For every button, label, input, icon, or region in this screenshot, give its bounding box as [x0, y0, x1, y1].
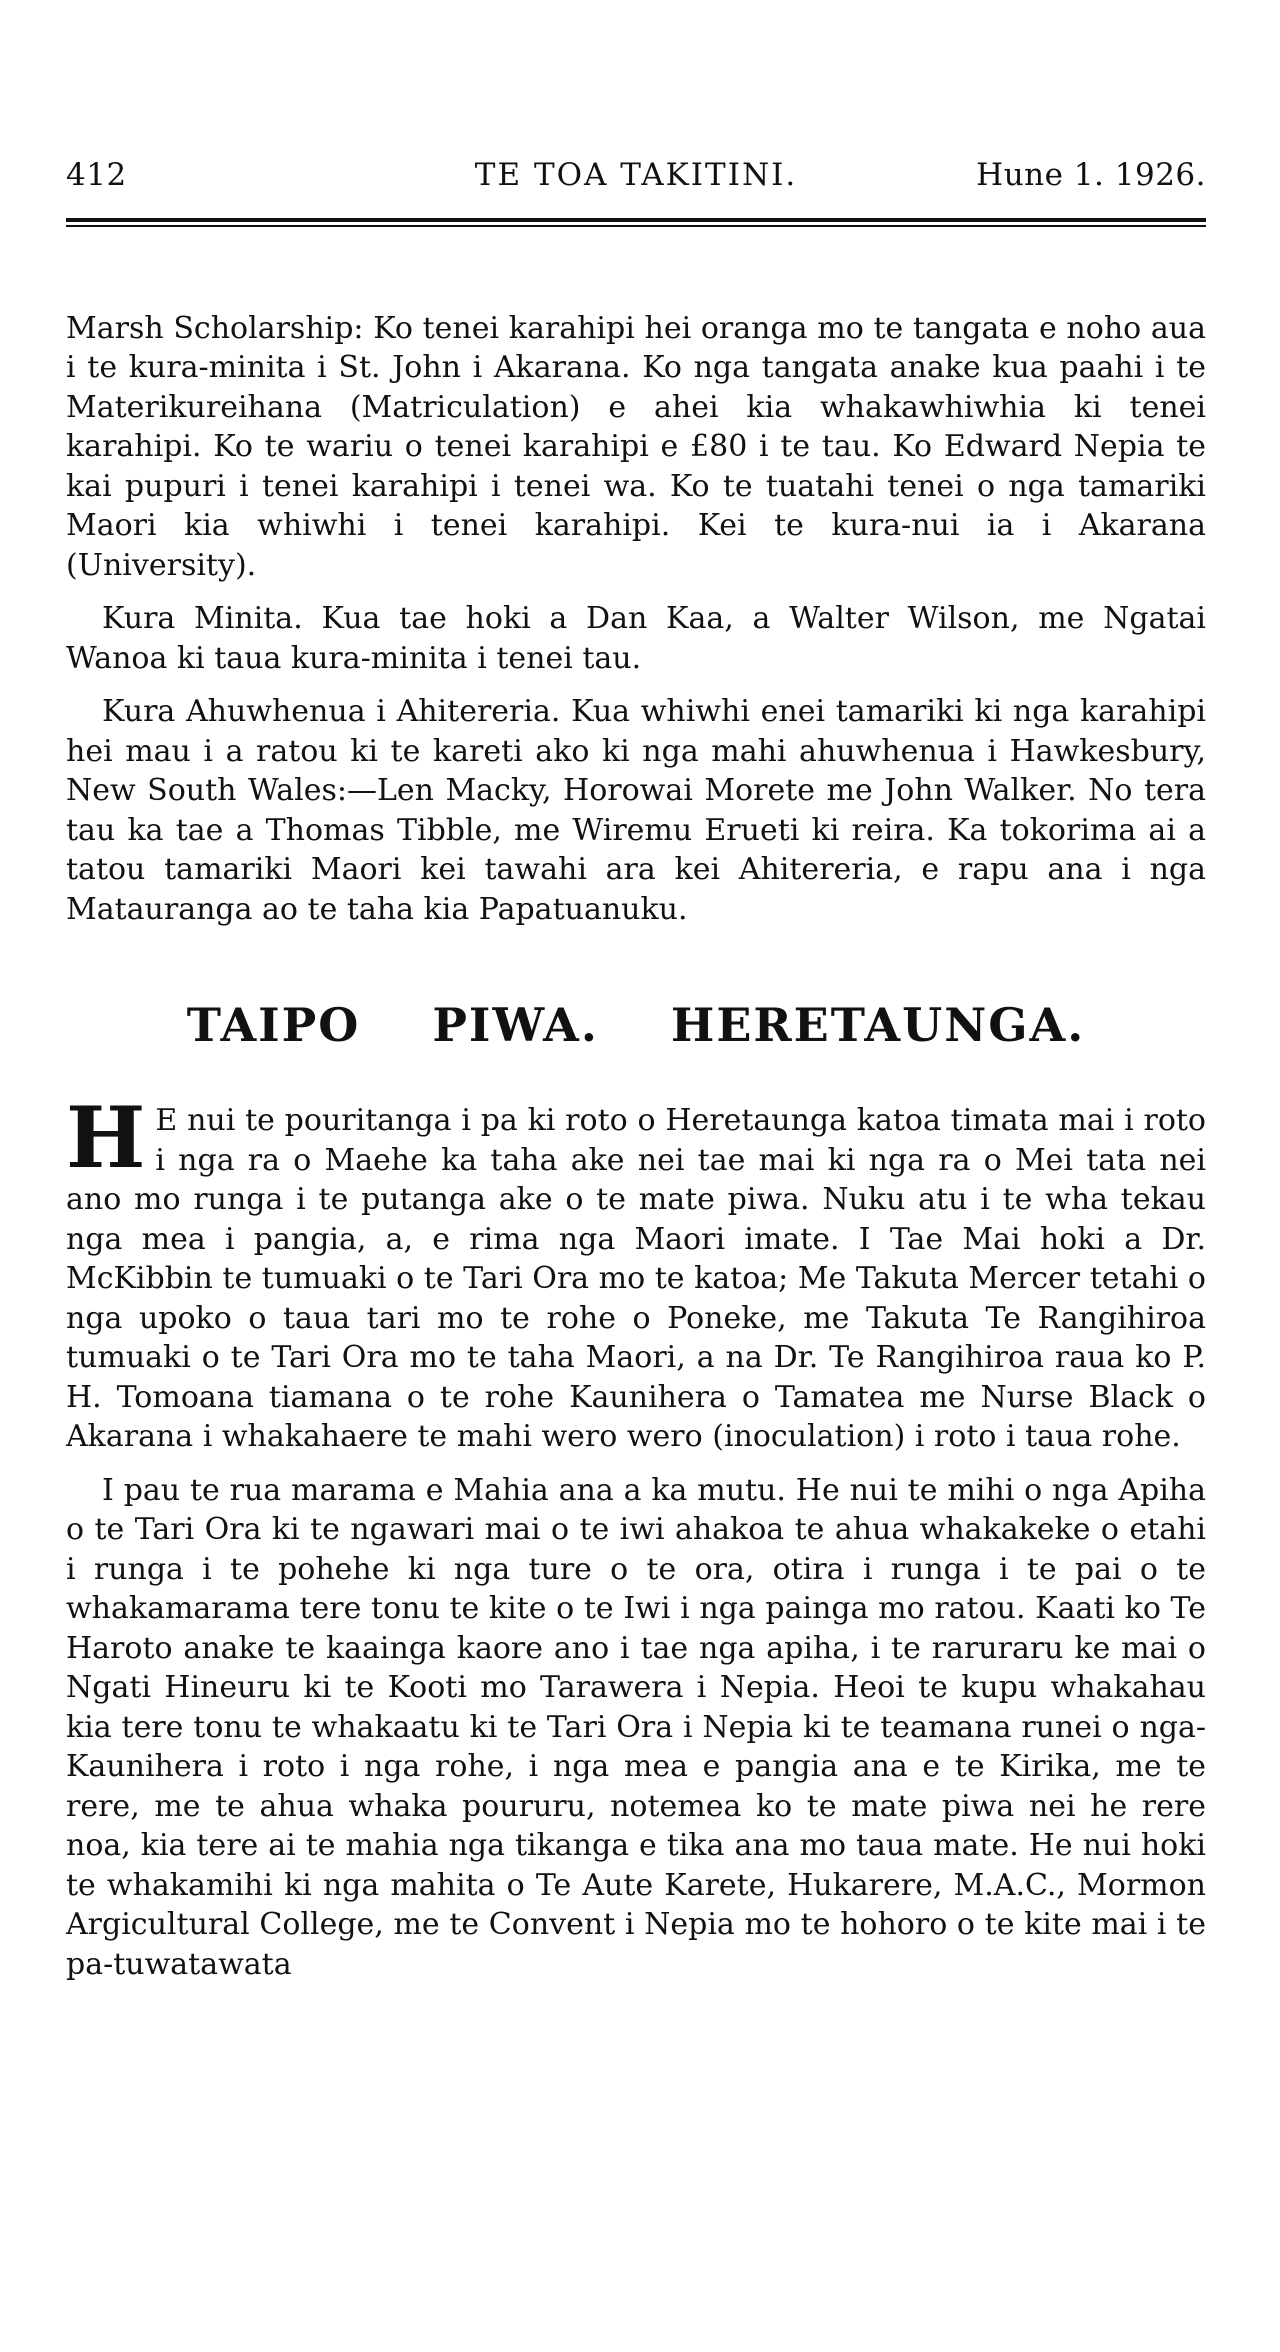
publication-title: TE TOA TAKITINI. [474, 157, 798, 193]
article-paragraph-1 [66, 1088, 1206, 1457]
paragraph-kura-ahuwhenua: Kura Ahuwhenua i Ahitereria. Kua whiwhi enei tamariki ki nga karahipi hei mau i a ratou ki te kareti ako ki nga mahi ahuwhenua i Hawkesbury, New South Wales:—Len Macky, Horowai Morete me John Walker. No tera tau ka tae a Thomas Tibble, me Wiremu Erueti ki reira. Ka tokorima ai a tatou tamariki Maori kei tawahi ara kei Ahitereria, e rapu ana i nga Matauranga ao te taha kia Papatuanuku. [66, 694, 1206, 927]
article-heading [66, 997, 1206, 1053]
article-paragraph-1-text: E nui te pouritanga i pa ki roto o Heretaunga katoa timata mai i roto i nga ra o Maehe ka taha ake nei tae mai ki nga ra o Mei tata nei ano mo runga i te putanga ake o te mate piwa. Nuku atu i te wha tekau nga mea i pangia, a, e rima nga Maori imate. I Tae Mai hoki a Dr. McKibbin te tumuaki o te Tari Ora mo te katoa; Me Takuta Mercer tetahi o nga upoko o taua tari mo te rohe o Poneke, me Takuta Te Rangihiroa tumuaki o te Tari Ora mo te taha Maori, a na Dr. Te Rangihiroa raua ko P. H. Tomoana tiamana o te rohe Kaunihera o Tamatea me Nurse Black o Akarana i whakahaere te mahi wero wero (inoculation) i roto i taua rohe. [66, 1103, 1206, 1454]
issue-date: Hune 1. 1926. [976, 157, 1206, 193]
header-rule-thin [66, 225, 1206, 227]
running-header [66, 150, 1206, 200]
article-paragraph-2: I pau te rua marama e Mahia ana a ka mutu. He nui te mihi o nga Apiha o te Tari Ora ki te ngawari mai o te iwi ahakoa te ahua whakakeke o etahi i runga i te pohehe ki nga ture o te ora, otira i runga i te pai o te whakamarama tere tonu te kite o te Iwi i nga painga mo ratou. Kaati ko Te Haroto anake te kaainga kaore ano i tae nga apiha, i te raruraru ke mai o Ngati Hineuru ki te Kooti mo Tarawera i Nepia. Heoi te kupu whakahau kia tere tonu te whakaatu ki te Tari Ora i Nepia ki te teamana runei o nga-Kaunihera i roto i nga rohe, i nga mea e pangia ana e te Kirika, me te rere, me te ahua whaka poururu, notemea ko te mate piwa nei he rere noa, kia tere ai te mahia nga tikanga e tika ana mo taua mate. He nui hoki te whakamihi ki nga mahita o Te Aute Karete, Hukarere, M.A.C., Mormon Argicultural College, me te Convent i Nepia mo te hohoro o te kite mai i te pa-tuwatawata [66, 1472, 1206, 1982]
page-number: 412 [66, 157, 127, 193]
paragraph-kura-minita: Kura Minita. Kua tae hoki a Dan Kaa, a Walter Wilson, me Ngatai Wanoa ki taua kura-minita i tenei tau. [66, 601, 1206, 676]
header-rule-thick [66, 218, 1206, 222]
notes-section [66, 309, 1206, 930]
heading-left: TAIPO PIWA. [186, 998, 599, 1052]
heading-right: HERETAUNGA. [670, 998, 1086, 1052]
page [66, 150, 1206, 1984]
article-body [66, 1088, 1206, 1984]
paragraph-marsh-scholarship: Marsh Scholarship: Ko tenei karahipi hei oranga mo te tangata e noho aua i te kura-minita i St. John i Akarana. Ko nga tangata anake kua paahi i te Materikureihana (Matriculation) e ahei kia whakawhiwhia ki tenei karahipi. Ko te wariu o tenei karahipi e £80 i te tau. Ko Edward Nepia te kai pupuri i tenei karahipi i tenei wa. Ko te tuatahi tenei o nga tamariki Maori kia whiwhi i tenei karahipi. Kei te kura-nui ia i Akarana (University). [66, 310, 1206, 583]
drop-cap: H [66, 1088, 146, 1187]
